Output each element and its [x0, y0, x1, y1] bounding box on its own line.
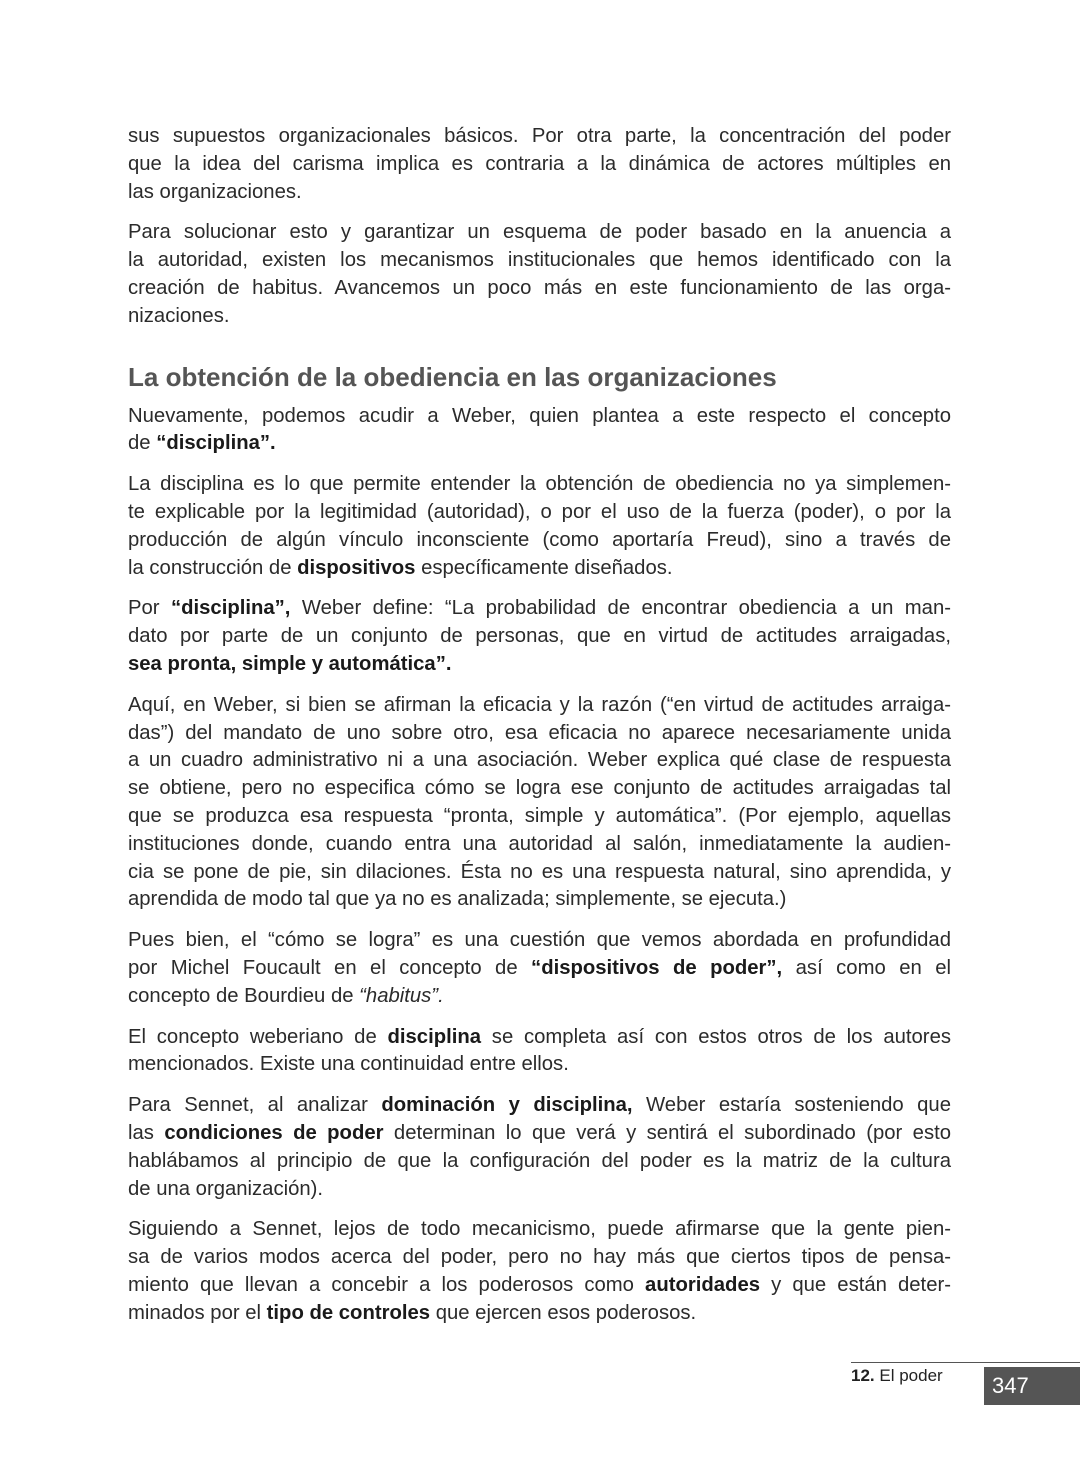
text-line: [128, 1051, 951, 1079]
text-line: [128, 527, 951, 555]
footer-divider: [851, 1362, 1080, 1363]
text-line: [128, 955, 951, 983]
page-body: [128, 123, 951, 1340]
text-line: [128, 179, 951, 207]
intro-paragraphs: [128, 123, 951, 331]
text-run: las organizaciones.: [128, 180, 302, 203]
text-line: [128, 430, 951, 458]
text-run: Weber define: “La probabilidad de encontrar obediencia a un man-: [290, 597, 951, 620]
section-paragraphs: [128, 403, 951, 1328]
text-line: [128, 219, 951, 247]
paragraph: [128, 471, 951, 582]
text-line: [128, 303, 951, 331]
text-line: [128, 595, 951, 623]
text-run: das”) del mandato de uno sobre otro, esa eficacia no aparece necesariamente unida: [128, 721, 951, 744]
text-run: Pues bien, el “cómo se logra” es una cuestión que vemos abordada en profundidad: [128, 929, 951, 952]
paragraph: [128, 927, 951, 1010]
text-run: dato por parte de un conjunto de personas, que en virtud de actitudes arraigadas,: [128, 625, 951, 648]
text-line: [128, 886, 951, 914]
bold-text: “disciplina”,: [170, 597, 291, 620]
text-line: [128, 859, 951, 887]
text-run: Nuevamente, podemos acudir a Weber, quien plantea a este respecto el concepto: [128, 404, 951, 427]
text-line: [128, 499, 951, 527]
bold-text: dominación y disciplina,: [381, 1094, 633, 1117]
text-run: sa de varios modos acerca del poder, pero no hay más que ciertos tipos de pensa-: [128, 1246, 951, 1269]
paragraph: [128, 1216, 951, 1327]
paragraph: [128, 1092, 951, 1203]
text-line: [128, 1092, 951, 1120]
text-run: producción de algún vínculo inconsciente (como aportaría Freud), sino a través de: [128, 528, 951, 551]
text-run: que ejercen esos poderosos.: [430, 1301, 697, 1324]
text-run: la autoridad, existen los mecanismos institucionales que hemos identificado con la: [128, 249, 951, 272]
text-run: específicamente diseñados.: [415, 556, 673, 579]
text-line: [128, 1272, 951, 1300]
text-run: Siguiendo a Sennet, lejos de todo mecanicismo, puede afirmarse que la gente pien-: [128, 1218, 951, 1241]
text-run: nizaciones.: [128, 304, 230, 327]
text-run: la construcción de: [128, 556, 298, 579]
text-line: [128, 651, 951, 679]
text-run: Para solucionar esto y garantizar un esquema de poder basado en la anuencia a: [128, 221, 951, 244]
text-line: [128, 247, 951, 275]
text-run: de: [128, 432, 157, 455]
text-run: y que están deter-: [760, 1273, 951, 1296]
text-line: [128, 1120, 951, 1148]
text-line: [128, 747, 951, 775]
text-run: minados por el: [128, 1301, 267, 1324]
text-line: [128, 720, 951, 748]
text-run: Por: [128, 597, 171, 620]
text-run: Aquí, en Weber, si bien se afirman la eficacia y la razón (“en virtud de actitudes arraiga-: [128, 693, 951, 716]
footer-chapter: [851, 1366, 943, 1386]
text-run: de una organización).: [128, 1177, 324, 1200]
text-line: [128, 471, 951, 499]
text-line: [128, 983, 951, 1011]
text-run: hablábamos al principio de que la configuración del poder es la matriz de la cultura: [128, 1149, 951, 1172]
text-line: [128, 1300, 951, 1328]
text-run: mencionados. Existe una continuidad entre ellos.: [128, 1053, 569, 1076]
paragraph: [128, 219, 951, 330]
text-run: que se produzca esa respuesta “pronta, simple y automática”. (Por ejemplo, aquellas: [128, 804, 951, 827]
text-line: [128, 1024, 951, 1052]
section-heading: La obtención de la obediencia en las organizaciones: [128, 361, 777, 392]
text-run: concepto de Bourdieu de: [128, 984, 360, 1007]
paragraph: [128, 403, 951, 459]
text-run: miento que llevan a concebir a los poderosos como: [128, 1273, 646, 1296]
page-number: 347: [984, 1367, 1080, 1405]
text-line: [128, 1216, 951, 1244]
text-line: [128, 623, 951, 651]
text-run: se obtiene, pero no especifica cómo se logra ese conjunto de actitudes arraigadas tal: [128, 777, 951, 800]
chapter-number: 12.: [851, 1366, 875, 1385]
text-line: [128, 555, 951, 583]
bold-text: “dispositivos de poder”,: [531, 956, 783, 979]
bold-text: dispositivos: [297, 556, 416, 579]
text-run: determinan lo que verá y sentirá el subordinado (por esto: [383, 1121, 952, 1144]
paragraph: [128, 123, 951, 206]
text-run: creación de habitus. Avancemos un poco más en este funcionamiento de las orga-: [128, 276, 951, 299]
italic-text: “habitus”.: [359, 984, 444, 1007]
text-line: [128, 803, 951, 831]
paragraph: [128, 692, 951, 914]
text-run: La disciplina es lo que permite entender la obtención de obediencia no ya simplemen-: [128, 473, 951, 496]
text-line: [128, 275, 951, 303]
text-run: El concepto weberiano de: [128, 1025, 388, 1048]
bold-text: disciplina: [387, 1025, 482, 1048]
text-line: [128, 123, 951, 151]
text-run: por Michel Foucault en el concepto de: [128, 956, 532, 979]
text-line: [128, 831, 951, 859]
text-line: [128, 151, 951, 179]
text-line: [128, 692, 951, 720]
text-line: [128, 775, 951, 803]
text-run: así como en el: [782, 956, 951, 979]
text-run: aprendida de modo tal que ya no es analizada; simplemente, se ejecuta.): [128, 888, 787, 911]
text-run: Para Sennet, al analizar: [128, 1094, 382, 1117]
text-run: Weber estaría sosteniendo que: [632, 1094, 951, 1117]
bold-text: “disciplina”.: [156, 432, 276, 455]
paragraph: [128, 595, 951, 678]
chapter-title: El poder: [874, 1366, 943, 1385]
paragraph: [128, 1024, 951, 1080]
text-run: cia se pone de pie, sin dilaciones. Ésta no es una respuesta natural, sino aprendida, y: [128, 860, 951, 883]
text-run: las: [128, 1121, 165, 1144]
text-run: sus supuestos organizacionales básicos. Por otra parte, la concentración del poder: [128, 125, 951, 147]
text-line: [128, 1244, 951, 1272]
bold-text: tipo de controles: [266, 1301, 431, 1324]
bold-text: autoridades: [645, 1273, 761, 1296]
text-line: [128, 1148, 951, 1176]
text-run: se completa así con estos otros de los autores: [481, 1025, 951, 1048]
text-line: [128, 927, 951, 955]
text-line: [128, 403, 951, 431]
text-line: [128, 1176, 951, 1204]
text-run: instituciones donde, cuando entra una autoridad al salón, inmediatamente la audien-: [128, 832, 951, 855]
bold-text: sea pronta, simple y automática”.: [128, 652, 452, 675]
text-run: que la idea del carisma implica es contraria a la dinámica de actores múltiples en: [128, 152, 951, 175]
text-run: a un cuadro administrativo ni a una asociación. Weber explica qué clase de respuesta: [128, 749, 951, 772]
bold-text: condiciones de poder: [164, 1121, 384, 1144]
text-run: te explicable por la legitimidad (autoridad), o por el uso de la fuerza (poder), o por la: [128, 500, 951, 523]
